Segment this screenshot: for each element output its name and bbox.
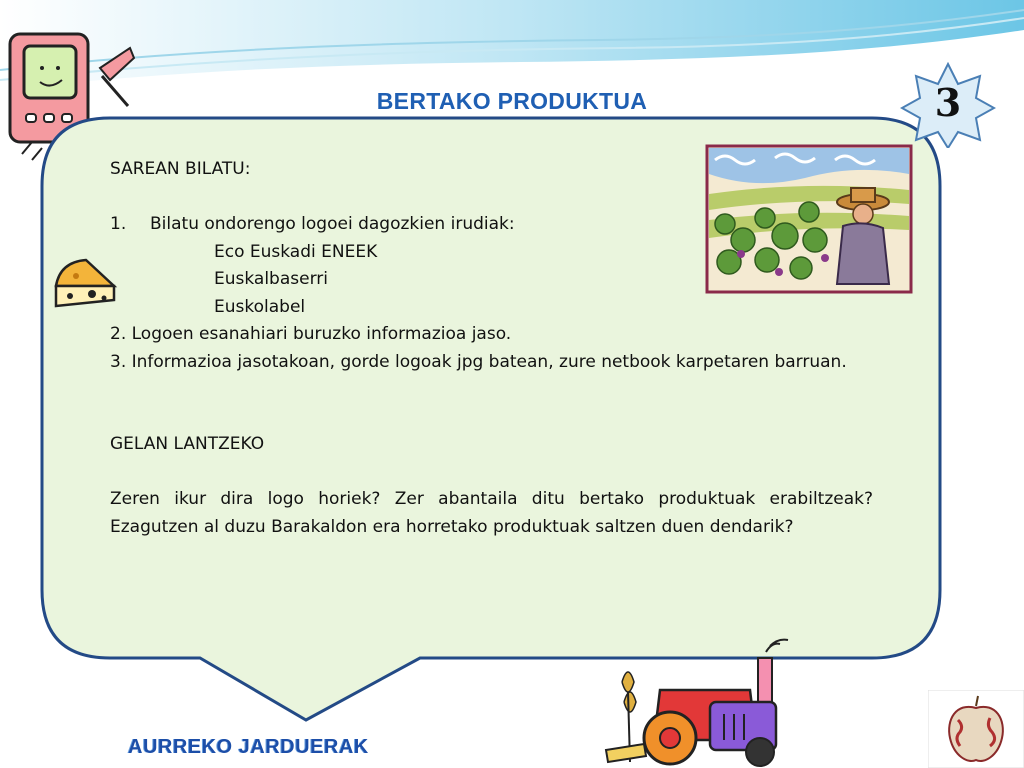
discussion-question: Zeren ikur dira logo horiek? Zer abantaila ditu bertako produktuak erabiltzeak? Ezagutzen al duzu Barakaldon era horretako produktuak saltzen duen dendarik? [110,489,873,537]
page-number: 3 [934,80,962,125]
logo-name: Euskolabel [214,296,306,317]
section-heading-search: SAREAN BILATU: [110,159,251,179]
apple-icon [928,690,1024,768]
list-item-text: Bilatu ondorengo logoei dagozkien irudiak: [150,214,515,234]
section-heading-class: GELAN LANTZEKO [110,434,265,454]
list-item: 2. Logoen esanahiari buruzko informazioa jaso. [110,324,512,344]
slide-title: BERTAKO PRODUKTUA [376,88,648,114]
tractor-illustration [600,632,800,768]
logo-name: Euskalbaserri [214,269,328,289]
list-item-number: 1. [110,214,127,234]
list-item [110,211,873,239]
previous-activities-link[interactable]: AURREKO JARDUERAK [128,736,369,758]
cheese-icon [52,256,118,314]
instructions-text [110,156,873,541]
list-item: 3. Informazioa jasotakoan, gorde logoak jpg batean, zure netbook karpetaren barruan. [110,351,847,372]
logo-name: Eco Euskadi ENEEK [214,241,378,262]
